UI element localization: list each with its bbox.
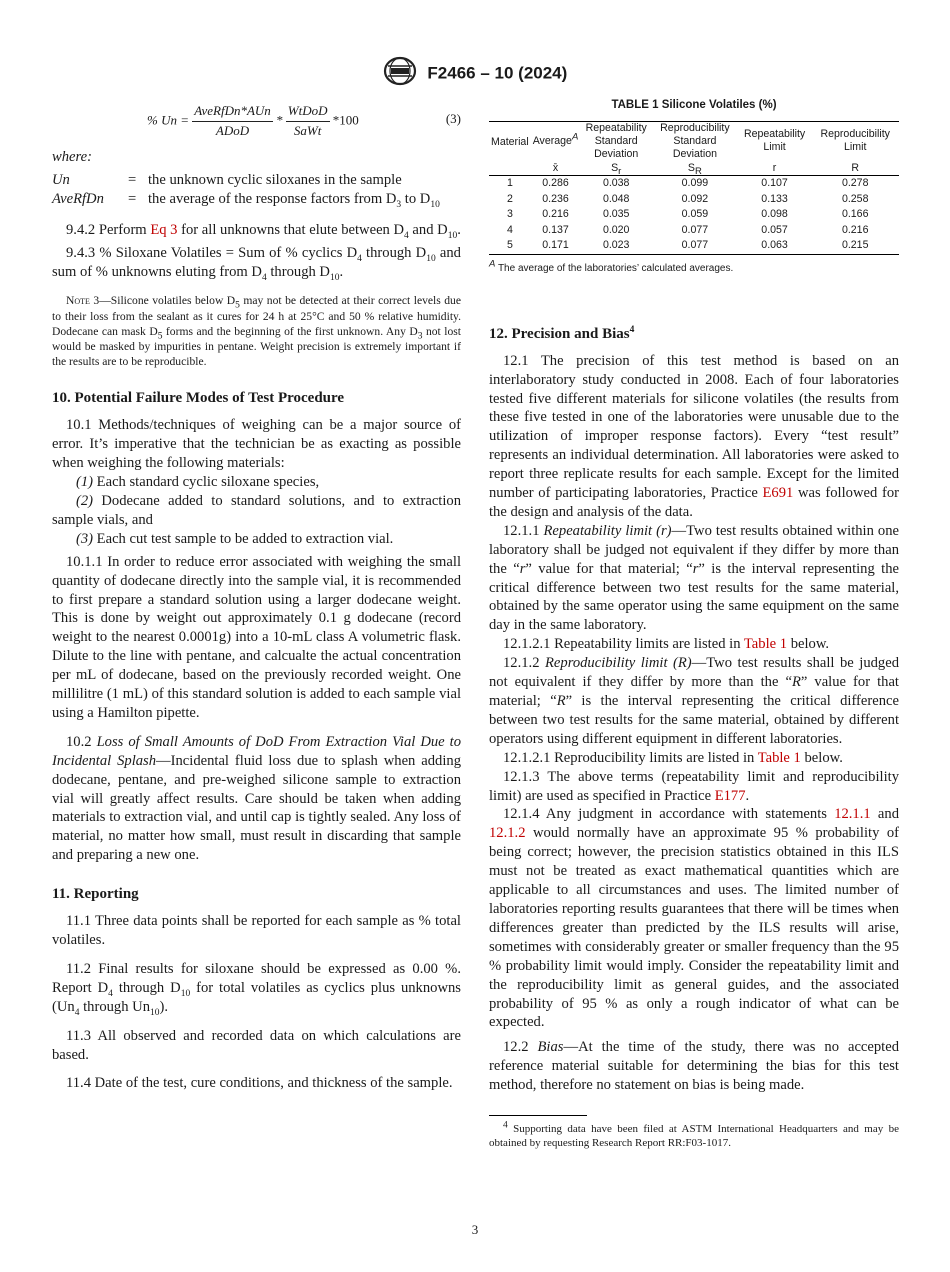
section-11-heading: 11. Reporting <box>52 886 139 903</box>
table-1-link[interactable]: Table 1 <box>743 636 788 653</box>
symbol: r <box>738 161 812 176</box>
para-11-3: 11.3 All observed and recorded data on which calculations are based. <box>52 1027 461 1063</box>
equation-3: % Un = $\frac{\text{AveRfDn*AUn}}{\text{ADoD}}$ * $\frac{\text{WtDoD}}{\text{SaWt}}$ *100 (3) <box>147 103 461 138</box>
symbol: R <box>811 161 899 176</box>
right-column <box>489 96 899 1150</box>
column-header: Repeatability Limit <box>743 128 806 154</box>
table-1-link[interactable]: Table 1 <box>757 749 801 766</box>
list-item: (2) Dodecane added to standard solutions, and to extraction sample vials, and <box>52 492 461 528</box>
where-label: where: <box>52 149 92 165</box>
page-number: 3 <box>471 1222 479 1237</box>
para-10-1: 10.1 Methods/techniques of weighing can be a major source of error. It’s imperative that the technician be as exacting as possible when weighing the following materials: <box>52 417 461 472</box>
ref-12-1-2-link[interactable]: 12.1.2 <box>489 825 526 842</box>
para-11-2: 11.2 Final results for siloxane should be expressed as 0.00 %. Report $D_4$ through $D_{10}$ for total volatiles as cyclics plus unknowns ($Un_4$ through $Un_{10}$). <box>52 960 461 1018</box>
left-column <box>52 96 461 1093</box>
equation-number: (3) <box>445 111 461 126</box>
section-10-heading: 10. Potential Failure Modes of Test Procedure <box>52 390 345 407</box>
column-header: Average$^A$ <box>532 131 579 147</box>
para-12-1-1: 12.1.1 Repeatability limit (r)—Two test results obtained within one laboratory shall be judged not equivalent if they differ by more than the “r” value for that material; “r” is the interval representing the critical difference between two test results for the same material, obtained by the same operator using the same equipment on the same day in the same laboratory. <box>489 522 899 634</box>
table-row: 3 0.216 0.035 0.059 0.098 0.166 <box>507 208 869 221</box>
para-12-2: 12.2 Bias—At the time of the study, there was no accepted reference material suitable for determining the bias for this test method, therefore no statement on bias is being made. <box>489 1039 899 1094</box>
para-11-1: 11.1 Three data points shall be reported for each sample as % total volatiles. <box>52 913 461 949</box>
table-row: 1 0.286 0.038 0.099 0.107 0.278 <box>507 176 869 189</box>
list-item: (3) Each cut test sample to be added to extraction vial. <box>76 530 394 547</box>
para-9-4-2: 9.4.2 Perform Eq 3 for all unknowns that elute between $D_4$ and $D_{10}$. <box>66 221 461 241</box>
definition-un: Un = the unknown cyclic siloxanes in the sample <box>52 171 402 188</box>
table-row: 4 0.137 0.020 0.077 0.057 0.216 <box>507 223 869 236</box>
para-12-1-4: 12.1.4 Any judgment in accordance with statements 12.1.1 and 12.1.2 would normally have an approximate 95 % probability of being correct; however, the precision statistics obtained in this ILS must not be treated as exact mathematical quantities which are applicable to all circumstances and uses. The limited number of laboratories reporting results guarantees that there will be times when differences greater than predicted by the ILS results will arise, sometimes with considerably greater or smaller frequency than the 95 % probability limit would imply. Consider the repeatability limit and the reproducibility limit as general guides, and the associated probability of 95 % as only a rough indicator of what can be expected. <box>489 806 899 1031</box>
symbol: x̄ <box>531 161 581 176</box>
para-12-1-2: 12.1.2 Reproducibility limit (R)—Two test results shall be judged not equivalent if they differ by more than the “R” value for that material; “R” is the interval representing the critical difference between two test results for the same material, obtained by different operators using different equipment in different laboratories. <box>489 655 899 747</box>
column-header: Material <box>491 136 529 149</box>
designation: F2466 – 10 (2024) <box>427 63 568 83</box>
para-12-1-2-1a: 12.1.2.1 Repeatability limits are listed in Table 1 below. <box>503 636 830 653</box>
symbol: $S_R$ <box>652 161 738 176</box>
para-10-2: 10.2 Loss of Small Amounts of DoD From Extraction Vial Due to Incidental Splash—Incidental fluid loss due to splash when adding dodecane, pentane, and pre-weighed silicone sample to extraction vial will greatly affect results. Care should be taken when adding materials to extraction vial, and until cap is tightly sealed. Any loss of material, no matter how small, must result in discarding that sample and preparing a new one. <box>52 733 461 864</box>
footnote-4: $^4$ Supporting data have been filed at ASTM International Headquarters and may be obtained by requesting Research Report RR:F03-1017. <box>489 1120 899 1150</box>
para-12-1: 12.1 The precision of this test method is based on an interlaboratory study conducted in 2008. Each of four laboratories tested five different materials for silicone volatiles (the results from these five tested in one of the laboratories were unusable due to the utilization of improper response factors). Every “test result” represents an individual determination. All laboratories were asked to report three replicate results for each sample. Except for the limited number of participating laboratories, Practice E691 was followed for the design and analysis of the data. <box>489 352 899 520</box>
column-header: Reproducibility Standard Deviation <box>660 121 730 160</box>
table-row: 5 0.171 0.023 0.077 0.063 0.215 <box>507 239 869 252</box>
para-12-1-2-1b: 12.1.2.1 Reproducibility limits are listed in Table 1 below. <box>503 749 843 766</box>
e691-link[interactable]: E691 <box>762 485 794 502</box>
page-header <box>0 56 950 91</box>
column-header: Repeatability Standard Deviation <box>585 121 647 160</box>
table-row: 2 0.236 0.048 0.092 0.133 0.258 <box>507 192 869 205</box>
astm-logo-icon <box>383 56 417 91</box>
e177-link[interactable]: E177 <box>714 787 746 804</box>
list-item: (1) Each standard cyclic siloxane species, <box>76 474 320 491</box>
table-1 <box>489 121 899 255</box>
symbol: $S_r$ <box>580 161 652 176</box>
eq3-link[interactable]: Eq 3 <box>150 221 178 238</box>
definition-averfdn: AveRfDn = the average of the response factors from $D_3$ to $D_{10}$ <box>52 190 440 210</box>
footnote-divider <box>489 1115 587 1116</box>
column-header: Reproducibility Limit <box>820 128 890 154</box>
table-footnote: $^A$ The average of the laboratories’ calculated averages. <box>489 258 734 274</box>
table-1-title: TABLE 1 Silicone Volatiles (%) <box>611 99 777 111</box>
para-9-4-3: 9.4.3 % Siloxane Volatiles = Sum of % cyclics $D_4$ through $D_{10}$ and sum of % unknowns eluting from $D_4$ through $D_{10}$. <box>52 244 461 283</box>
para-11-4: 11.4 Date of the test, cure conditions, and thickness of the sample. <box>66 1075 453 1092</box>
section-12-heading: 12. Precision and Bias$^4$ <box>489 324 635 342</box>
para-10-1-1: 10.1.1 In order to reduce error associated with weighing the small quantity of dodecane directly into the sample vial, it is recommended to first prepare a standard solution using a larger dodecane weight. This is done by weight out approximately 0.1 g dodecane (record weight to the nearest 0.0001g) into a 10-mL class A volumetric flask. Dilute to the line with pentane, and calcualte the actual concentration per mL of dodecane, based on the previously recorded weight. One millilitre (1 mL) of this standard solution is added to each sample vial using a Hamilton pipette. <box>52 553 461 721</box>
ref-12-1-1-link[interactable]: 12.1.1 <box>834 806 871 823</box>
note-3: Note 3—Silicone volatiles below $D_5$ may not be detected at their correct levels due to their loss from the sealant as it cures for 24 h at 25°C and 50 % relative humidity. Dodecane can mask $D_5$ forms and the beginning of the first unknown. Any $D_3$ not lost would be masked by impurities in pentane. Weight precision is extremely important if the results are to be reproducible. <box>52 294 461 369</box>
para-12-1-3: 12.1.3 The above terms (repeatability limit and reproducibility limit) are used as specified in Practice E177. <box>489 768 899 804</box>
